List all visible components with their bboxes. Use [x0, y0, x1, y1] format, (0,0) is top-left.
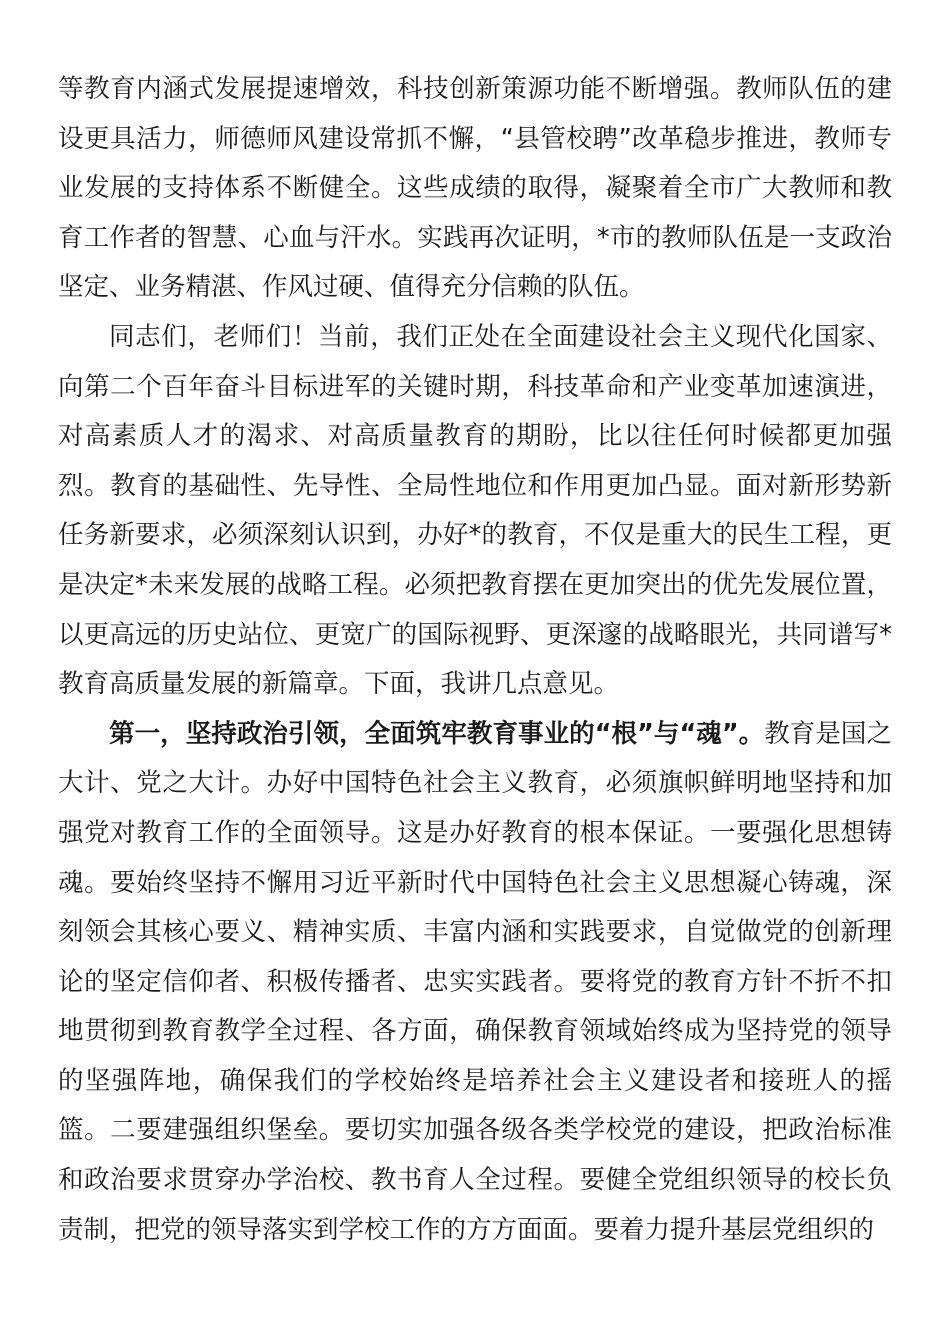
document-page	[58, 65, 892, 1255]
paragraph-2	[58, 313, 892, 710]
paragraph-1-text: 等教育内涵式发展提速增效，科技创新策源功能不断增强。教师队伍的建设更具活力，师德师风建设常抓不懈，“县管校聘”改革稳步推进，教师专业发展的支持体系不断健全。这些成绩的取得，凝聚着全市广大教师和教育工作者的智慧、心血与汗水。实践再次证明，*市的教师队伍是一支政治坚定、业务精湛、作风过硬、值得充分信赖的队伍。	[58, 74, 892, 303]
paragraph-2-text: 同志们，老师们！当前，我们正处在全面建设社会主义现代化国家、向第二个百年奋斗目标进军的关键时期，科技革命和产业变革加速演进，对高素质人才的渴求、对高质量教育的期盼，比以往任何时候都更加强烈。教育的基础性、先导性、全局性地位和作用更加凸显。面对新形势新任务新要求，必须深刻认识到，办好*的教育，不仅是重大的民生工程，更是决定*未来发展的战略工程。必须把教育摆在更加突出的优先发展位置，以更高远的历史站位、更宽广的国际视野、更深邃的战略眼光，共同谱写*教育高质量发展的新篇章。下面，我讲几点意见。	[58, 321, 892, 700]
paragraph-1	[58, 65, 892, 313]
paragraph-3-lead: 第一，坚持政治引领，全面筑牢教育事业的“根”与“魂”。	[109, 718, 765, 749]
paragraph-3-text: 教育是国之大计、党之大计。办好中国特色社会主义教育，必须旗帜鲜明地坚持和加强党对教育工作的全面领导。这是办好教育的根本保证。一要强化思想铸魂。要始终坚持不懈用习近平新时代中国特色社会主义思想凝心铸魂，深刻领会其核心要义、精神实质、丰富内涵和实践要求，自觉做党的创新理论的坚定信仰者、积极传播者、忠实实践者。要将党的教育方针不折不扣地贯彻到教育教学全过程、各方面，确保教育领域始终成为坚持党的领导的坚强阵地，确保我们的学校始终是培养社会主义建设者和接班人的摇篮。二要建强组织堡垒。要切实加强各级各类学校党的建设，把政治标准和政治要求贯穿办学治校、教书育人全过程。要健全党组织领导的校长负责制，把党的领导落实到学校工作的方方面面。要着力提升基层党组织的	[58, 718, 892, 1245]
paragraph-3	[58, 710, 892, 1256]
